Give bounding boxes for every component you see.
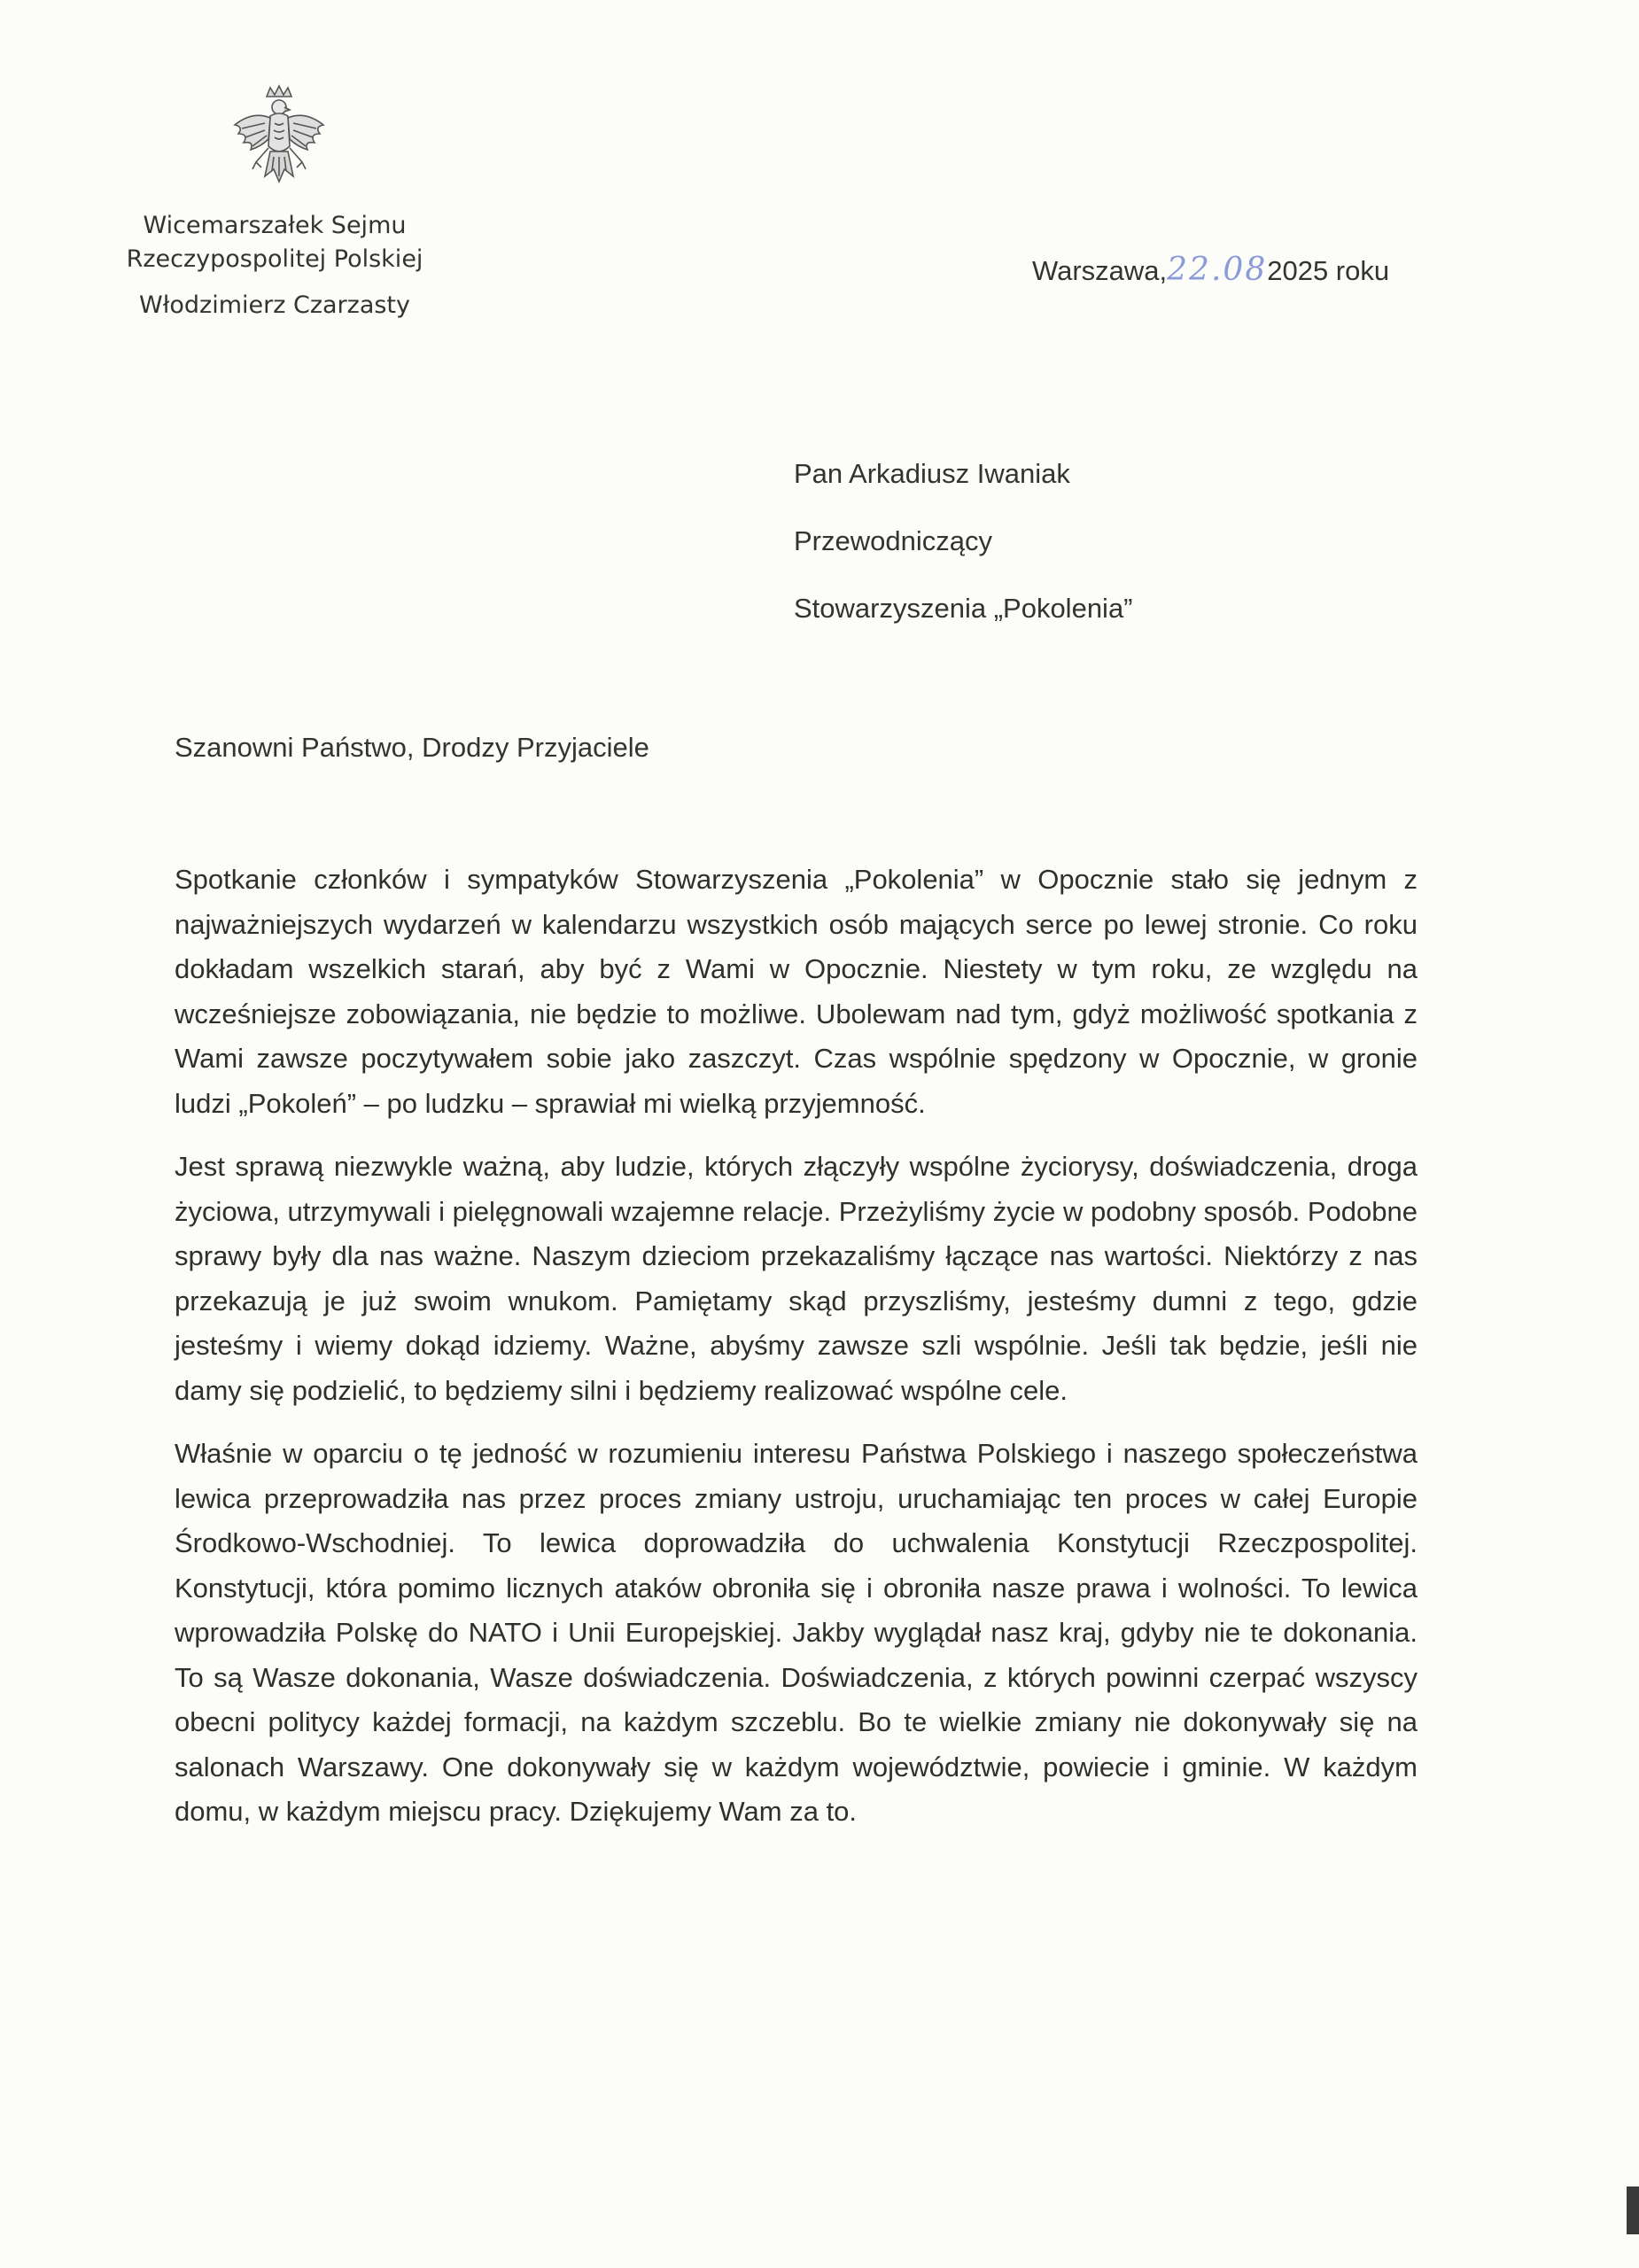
year-suffix: 2025 roku (1267, 255, 1390, 286)
paragraph-3: Właśnie w oparciu o tę jedność w rozumieniu interesu Państwa Polskiego i naszego społeczeństwa lewica przeprowadziła nas przez proces zmiany ustroju, uruchamiając ten proces w całej Europie Środkowo-Wschodniej. To lewica doprowadziła do uchwalenia Konstytucji Rzeczpospolitej. Konstytucji, która pomimo licznych ataków obroniła się i obroniła nasze prawa i wolności. To lewica wprowadziła Polskę do NATO i Unii Europejskiej. Jakby wyglądał nasz kraj, gdyby nie te dokonania. To są Wasze dokonania, Wasze doświadczenia. Doświadczenia, z których powinni czerpać wszyscy obecni politycy każdej formacji, na każdym szczeblu. Bo te wielkie zmiany nie dokonywały się na salonach Warszawy. One dokonywały się w każdym województwie, powiecie i gminie. W każdym domu, w każdym miejscu pracy. Dziękujemy Wam za to. (175, 1438, 1418, 1827)
paragraph-2: Jest sprawą niezwykle ważną, aby ludzie, których złączyły wspólne życiorysy, doświadczenia, droga życiowa, utrzymywali i pielęgnowali wzajemne relacje. Przeżyliśmy życie w podobny sposób. Podobne sprawy były dla nas ważne. Naszym dzieciom przekazaliśmy łączące nas wartości. Niektórzy z nas przekazują je już swoim wnukom. Pamiętamy skąd przyszliśmy, jesteśmy dumni z tego, gdzie jesteśmy i wiemy dokąd idziemy. Ważne, abyśmy zawsze szli wspólnie. Jeśli tak będzie, jeśli nie damy się podzielić, to będziemy silni i będziemy realizować wspólne cele. (175, 1151, 1418, 1406)
sender-block (97, 209, 452, 322)
salutation: Szanowni Państwo, Drodzy Przyjaciele (175, 732, 649, 763)
recipient-title: Przewodniczący (794, 525, 992, 556)
sender-office: Wicemarszałek Sejmu (143, 212, 407, 239)
recipient-name: Pan Arkadiusz Iwaniak (794, 458, 1070, 489)
place-date-line (1032, 252, 1389, 288)
polish-eagle-emblem-icon (226, 84, 332, 199)
recipient-organization: Stowarzyszenia „Pokolenia” (794, 593, 1133, 624)
scan-edge-mark (1627, 2186, 1639, 2234)
recipient-block (794, 452, 1133, 654)
sender-office-country: Rzeczypospolitej Polskiej (126, 245, 423, 273)
letter-body (175, 858, 1418, 1853)
place: Warszawa, (1032, 255, 1168, 286)
sender-name: Włodzimierz Czarzasty (139, 291, 410, 319)
handwritten-date: 22.08 (1167, 252, 1268, 288)
paragraph-1: Spotkanie członków i sympatyków Stowarzyszenia „Pokolenia” w Opocznie stało się jednym z najważniejszych wydarzeń w kalendarzu wszystkich osób mających serce po lewej stronie. Co roku dokładam wszelkich starań, aby być z Wami w Opocznie. Niestety w tym roku, ze względu na wcześniejsze zobowiązania, nie będzie to możliwe. Ubolewam nad tym, gdyż możliwość spotkania z Wami zawsze poczytywałem sobie jako zaszczyt. Czas wspólnie spędzony w Opocznie, w gronie ludzi „Pokoleń” – po ludzku – sprawiał mi wielką przyjemność. (175, 864, 1418, 1119)
